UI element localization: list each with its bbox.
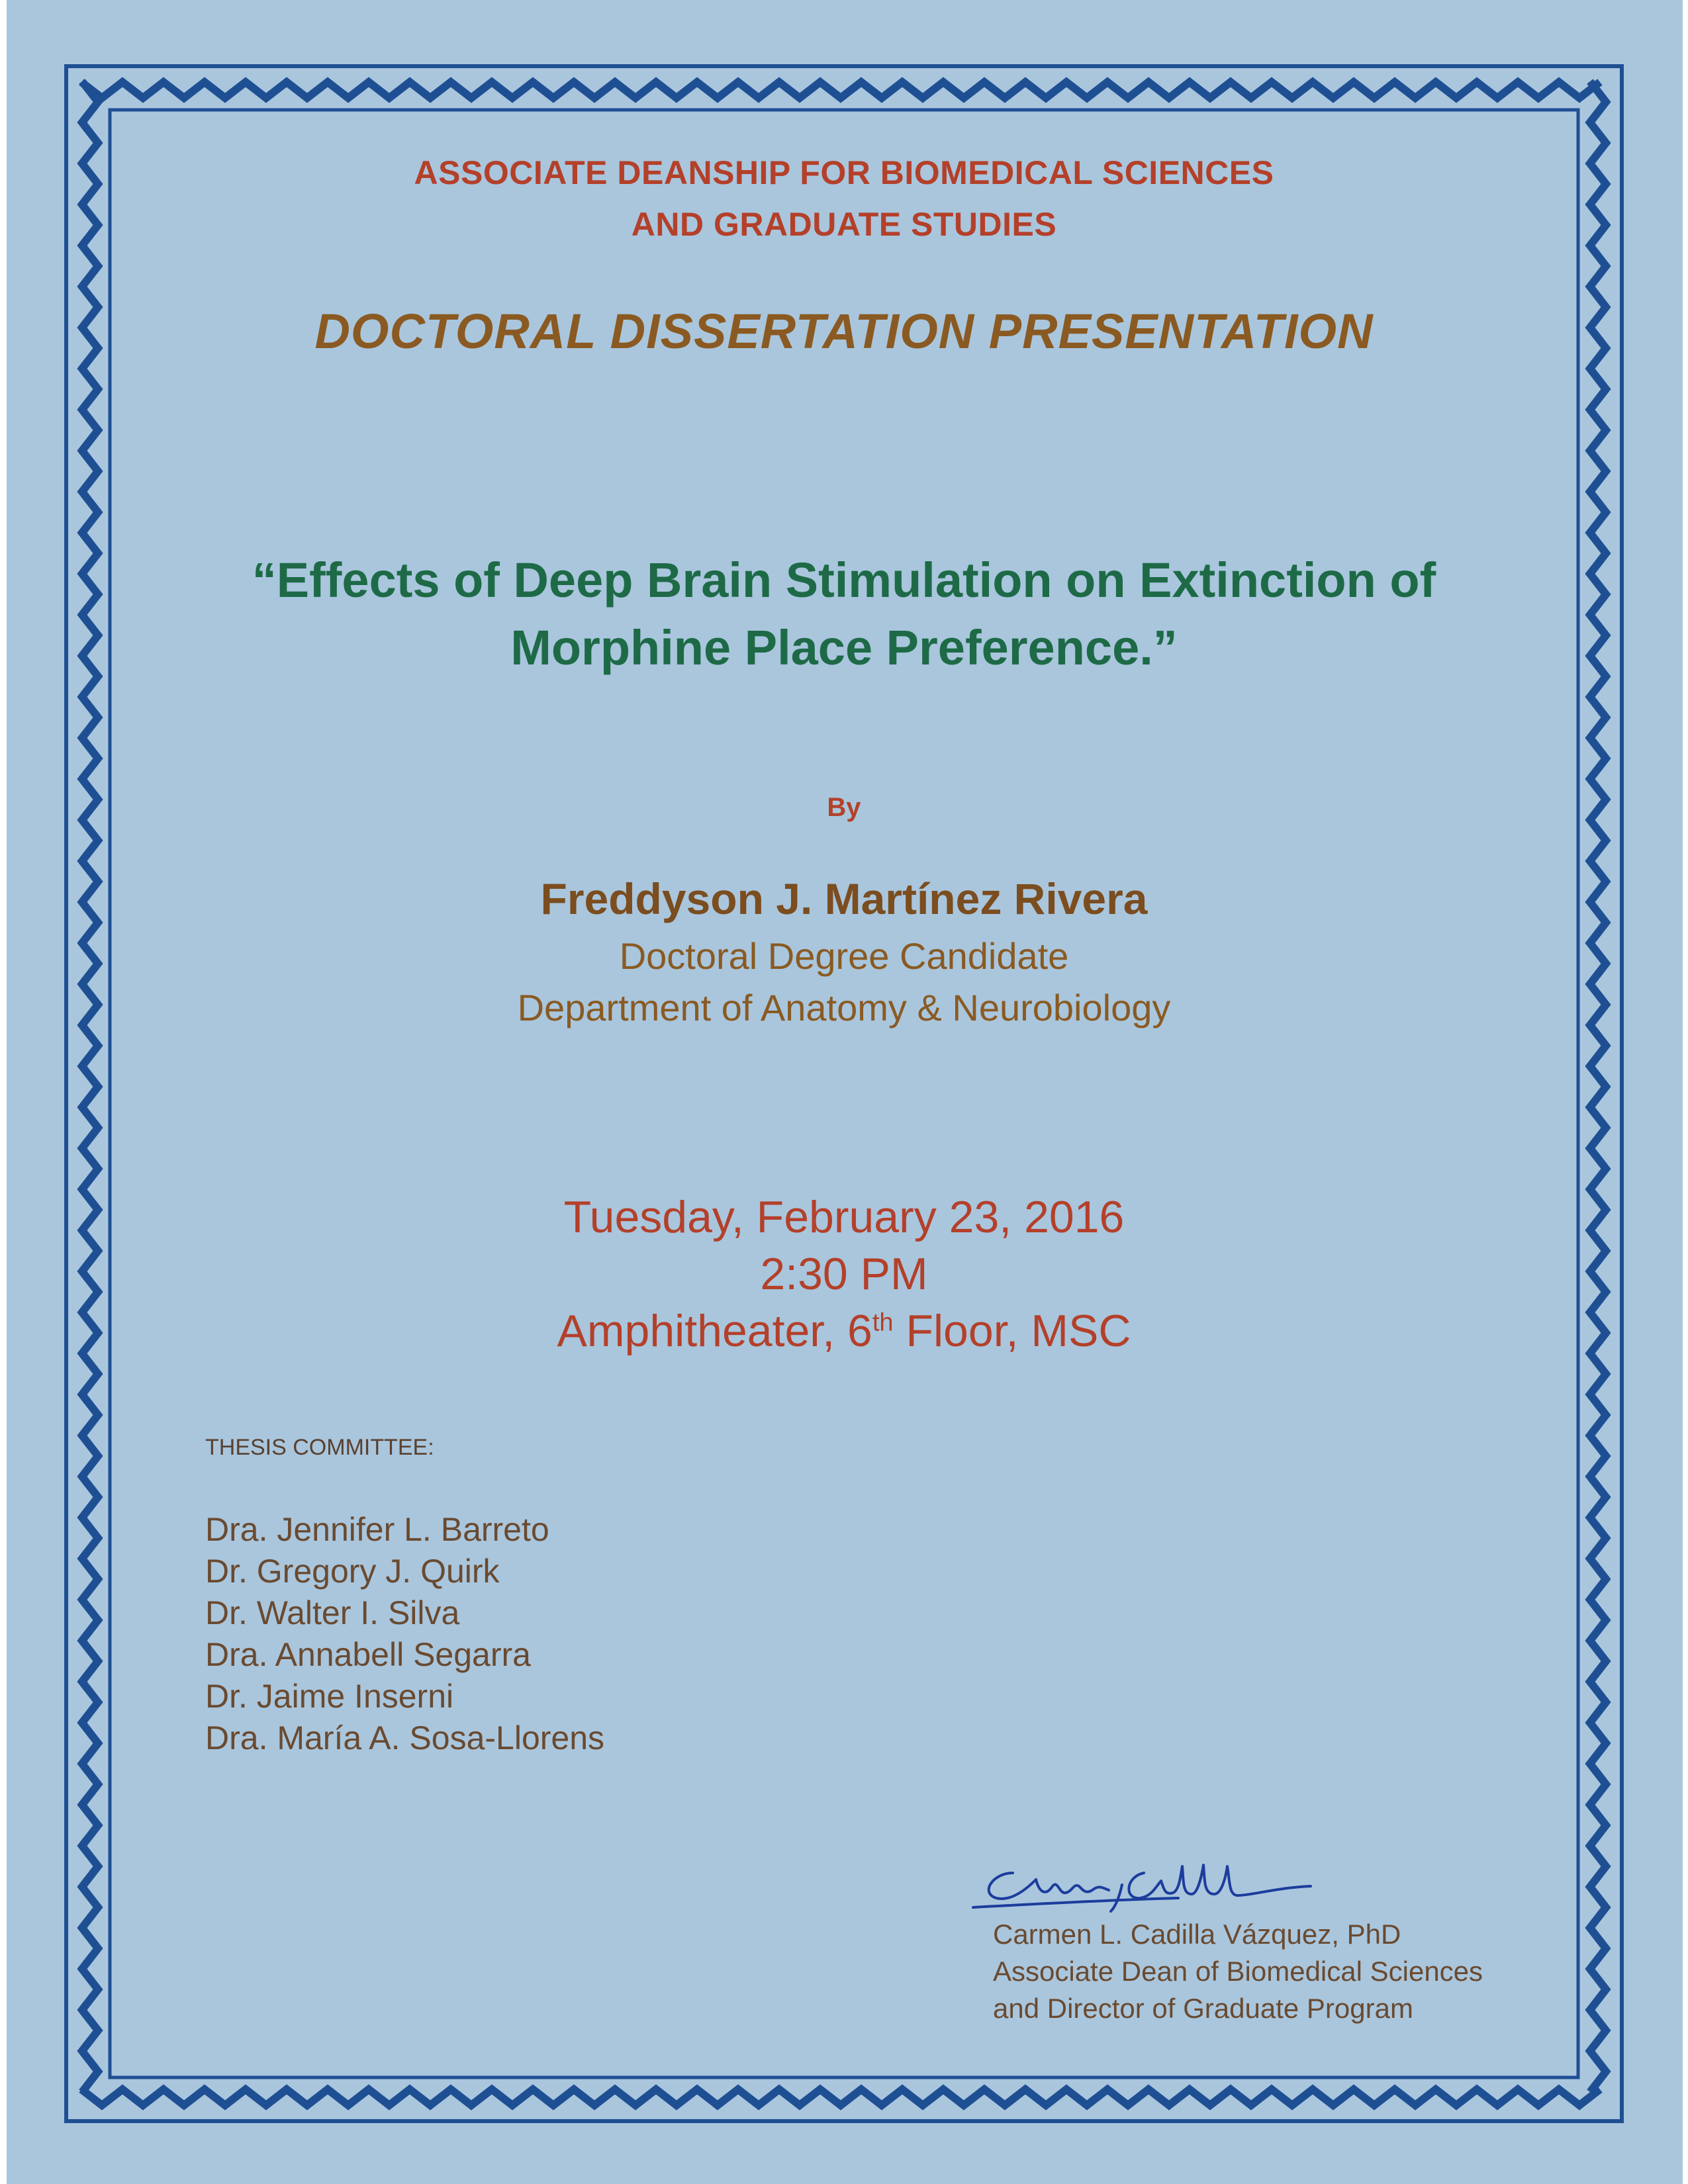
event-location-suffix: Floor, MSC [893, 1306, 1131, 1356]
signatory-title-line-1: Associate Dean of Biomedical Sciences [993, 1956, 1483, 1987]
border-zigzag-right [1590, 81, 1606, 2092]
dissertation-title-line-1: “Effects of Deep Brain Stimulation on Extinction of [252, 553, 1436, 608]
event-location-prefix: Amphitheater, 6 [557, 1306, 872, 1356]
by-label: By [827, 793, 861, 822]
committee-member: Dr. Jaime Inserni [205, 1678, 454, 1715]
event-date: Tuesday, February 23, 2016 [563, 1192, 1125, 1242]
presenter-role: Doctoral Degree Candidate [619, 935, 1069, 977]
event-time: 2:30 PM [760, 1249, 928, 1299]
presenter-name: Freddyson J. Martínez Rivera [540, 874, 1148, 923]
border-inner-line [110, 110, 1578, 2077]
committee-member: Dra. María A. Sosa-Llorens [205, 1719, 605, 1756]
border-zigzag-left [82, 81, 98, 2092]
committee-member: Dra. Annabell Segarra [205, 1636, 531, 1673]
organization-heading [0, 147, 1688, 250]
organization-line-2: AND GRADUATE STUDIES [631, 206, 1057, 243]
event-location [0, 1305, 1688, 1357]
committee-list [205, 1509, 604, 1759]
organization-line-1: ASSOCIATE DEANSHIP FOR BIOMEDICAL SCIENCES [414, 154, 1274, 191]
dissertation-title-line-2: Morphine Place Preference.” [510, 620, 1178, 675]
presenter-department: Department of Anatomy & Neurobiology [517, 987, 1171, 1028]
border-outer-line [66, 66, 1622, 2121]
event-location-superscript: th [872, 1308, 894, 1337]
event-type-heading: DOCTORAL DISSERTATION PRESENTATION [314, 304, 1374, 359]
border-zigzag-top [81, 82, 1600, 98]
committee-member: Dr. Walter I. Silva [205, 1594, 460, 1631]
committee-member: Dr. Gregory J. Quirk [205, 1553, 500, 1590]
handwritten-signature [966, 1846, 1403, 1919]
border-zigzag-bottom [81, 2089, 1600, 2105]
signatory-block [993, 1916, 1483, 2027]
committee-heading: THESIS COMMITTEE: [205, 1435, 434, 1460]
signatory-name: Carmen L. Cadilla Vázquez, PhD [993, 1919, 1401, 1950]
committee-member: Dra. Jennifer L. Barreto [205, 1511, 549, 1548]
dissertation-title [0, 547, 1688, 682]
signatory-title-line-2: and Director of Graduate Program [993, 1993, 1413, 2024]
